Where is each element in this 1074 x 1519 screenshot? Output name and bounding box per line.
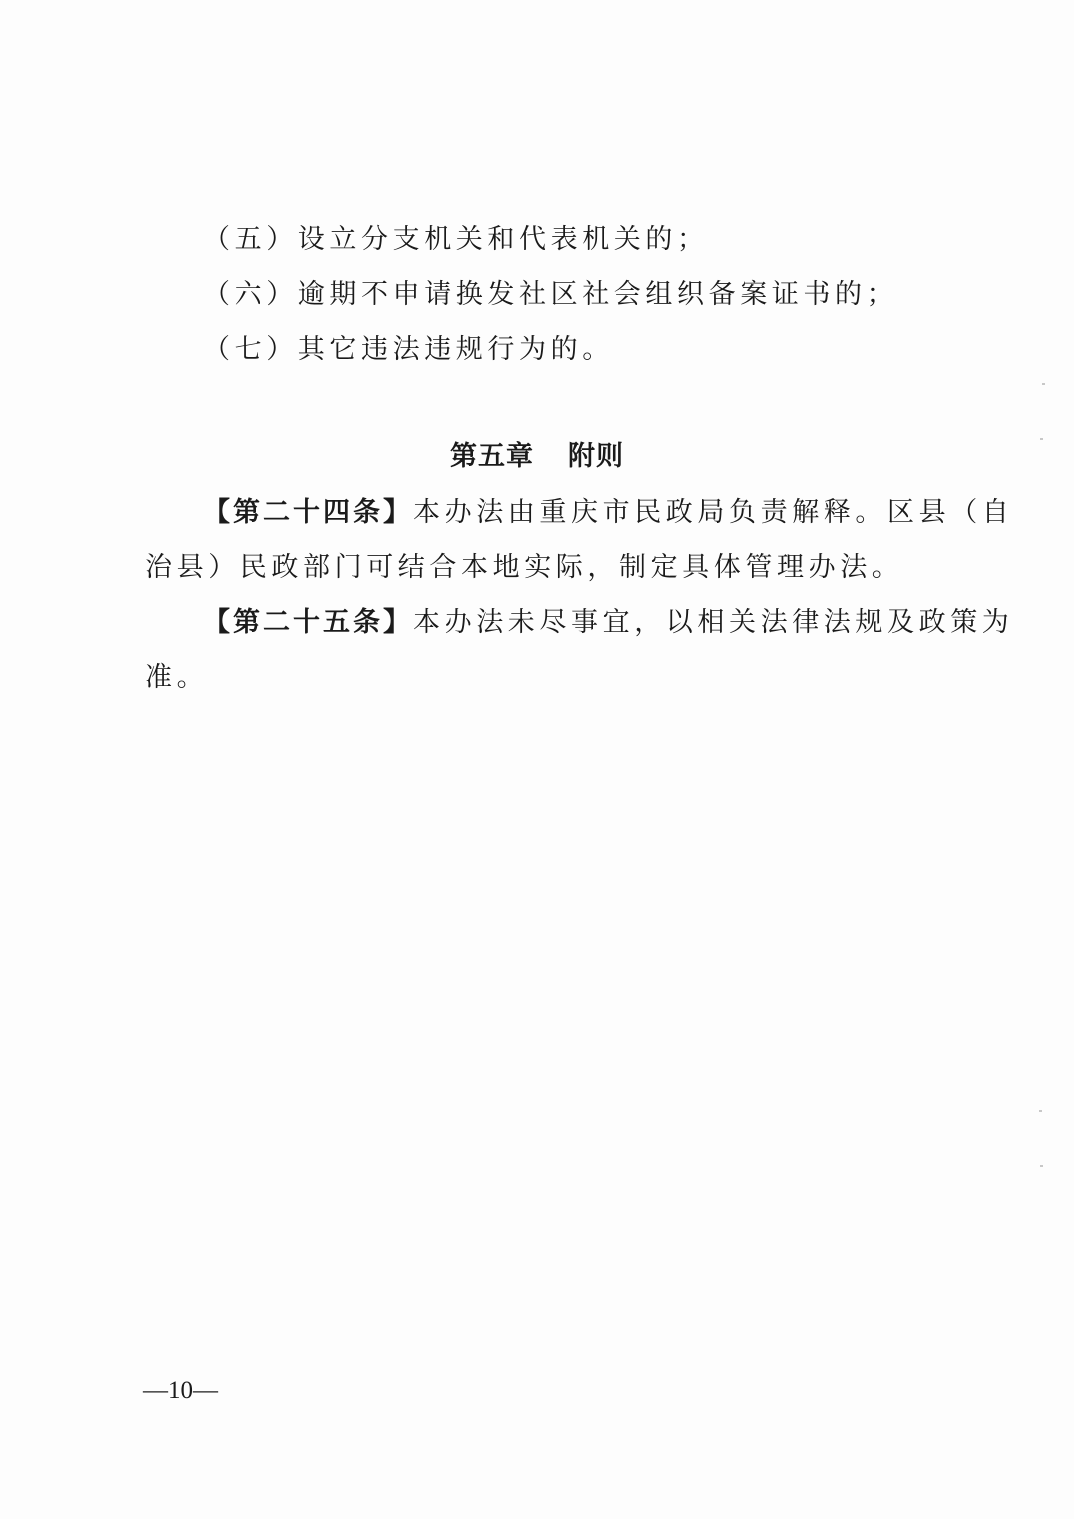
scan-speck [1040,1165,1043,1167]
article-25-second-line: 准。 [145,662,209,693]
article-24-label: 【第二十四条】 [203,497,413,528]
chapter-heading [0,443,1074,470]
article-25-text: 本办法未尽事宜，以相关法律法规及政策为 [413,607,1014,638]
article-24-first-line [203,499,1013,526]
chapter-name: 附则 [568,441,624,472]
scan-speck [1040,438,1043,440]
article-25-first-line [203,609,1013,636]
scan-speck [1039,1110,1042,1112]
scan-speck [1042,383,1045,385]
list-item-six: （六）逾期不申请换发社区社会组织备案证书的； [203,279,899,310]
list-item-five: （五）设立分支机关和代表机关的； [203,224,709,255]
list-item-seven: （七）其它违法违规行为的。 [203,334,614,365]
article-24-second-line: 治县）民政部门可结合本地实际，制定具体管理办法。 [145,552,904,583]
article-24-text: 本办法由重庆市民政局负责解释。区县（自 [413,497,1014,528]
article-25-label: 【第二十五条】 [203,607,413,638]
page-number: —10— [143,1377,218,1404]
chapter-number: 第五章 [450,441,534,472]
